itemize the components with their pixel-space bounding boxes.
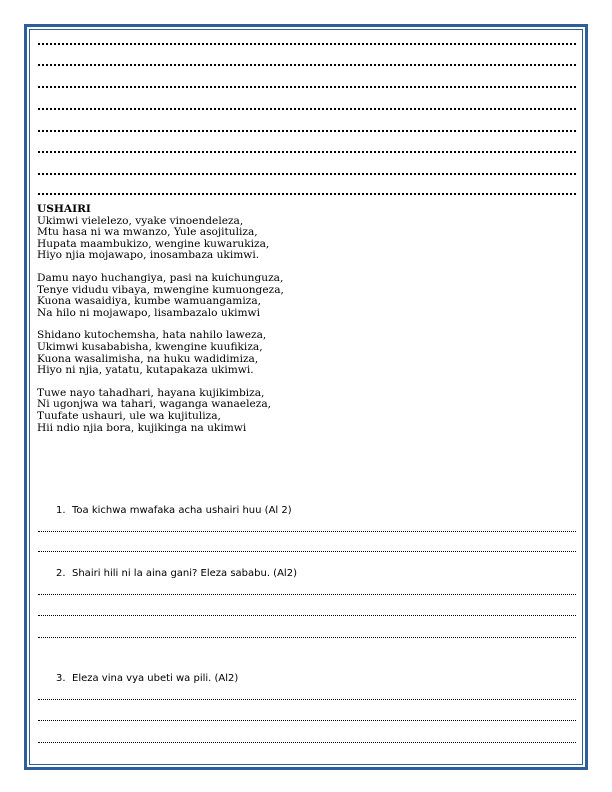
question-number: 3. (56, 673, 66, 684)
question-number: 1. (56, 505, 66, 516)
verse-line: Ukimwi kusababisha, kwengine kuufikiza, (37, 340, 263, 353)
answer-line[interactable] (38, 594, 576, 595)
answer-line[interactable] (38, 173, 576, 175)
verse-line: Ukimwi vielelezo, vyake vinoendeleza, (37, 214, 244, 227)
verse-line: Hiyo njia mojawapo, inosambaza ukimwi. (37, 249, 260, 262)
question-text: Eleza vina vya ubeti wa pili. (Al2) (72, 673, 239, 684)
answer-line[interactable] (38, 108, 576, 110)
answer-line[interactable] (38, 64, 576, 66)
poem-title: USHAIRI (37, 203, 91, 215)
verse-line: Tuwe nayo tahadhari, hayana kujikimbiza, (37, 386, 265, 399)
poem (37, 204, 577, 434)
answer-line[interactable] (38, 720, 576, 721)
verse-line: Mtu hasa ni wa mwanzo, Yule asojituliza, (37, 226, 258, 239)
stanza-3 (37, 330, 577, 376)
question-number: 2. (56, 568, 66, 579)
verse-line: Ni ugonjwa wa tahari, waganga wanaeleza, (37, 398, 271, 411)
stanza-1 (37, 216, 577, 262)
verse-line: Na hilo ni mojawapo, lisambazalo ukimwi (37, 306, 261, 319)
answer-line[interactable] (38, 615, 576, 616)
question-text: Toa kichwa mwafaka acha ushairi huu (Al 2) (72, 505, 292, 516)
verse-line: Hiyo ni njia, yatatu, kutapakaza ukimwi. (37, 364, 254, 377)
verse-line: Kuona wasalimisha, na huku wadidimiza, (37, 352, 259, 365)
answer-line[interactable] (38, 531, 576, 532)
stanza-4 (37, 388, 577, 434)
verse-line: Hupata maambukizo, wengine kuwarukiza, (37, 237, 270, 250)
answer-line[interactable] (38, 699, 576, 700)
stanza-2 (37, 273, 577, 319)
verse-line: Hii ndio njia bora, kujikinga na ukimwi (37, 421, 247, 434)
answer-line[interactable] (38, 742, 576, 743)
answer-line[interactable] (38, 130, 576, 132)
answer-line[interactable] (38, 551, 576, 552)
verse-line: Kuona wasaidiya, kumbe wamuangamiza, (37, 295, 262, 308)
answer-line[interactable] (38, 193, 576, 195)
verse-line: Tenye vidudu vibaya, mwengine kumuongeza, (37, 283, 284, 296)
verse-line: Shidano kutochemsha, hata nahilo laweza, (37, 329, 267, 342)
answer-line[interactable] (38, 86, 576, 88)
answer-line[interactable] (38, 151, 576, 153)
verse-line: Tuufate ushauri, ule wa kujituliza, (37, 409, 221, 422)
question-3 (56, 673, 238, 684)
answer-line[interactable] (38, 637, 576, 638)
question-text: Shairi hili ni la aina gani? Eleza sababu. (Al2) (72, 568, 297, 579)
question-2 (56, 568, 297, 579)
verse-line: Damu nayo huchangiya, pasi na kuichunguza, (37, 271, 284, 284)
answer-line[interactable] (38, 43, 576, 45)
question-1 (56, 505, 292, 516)
